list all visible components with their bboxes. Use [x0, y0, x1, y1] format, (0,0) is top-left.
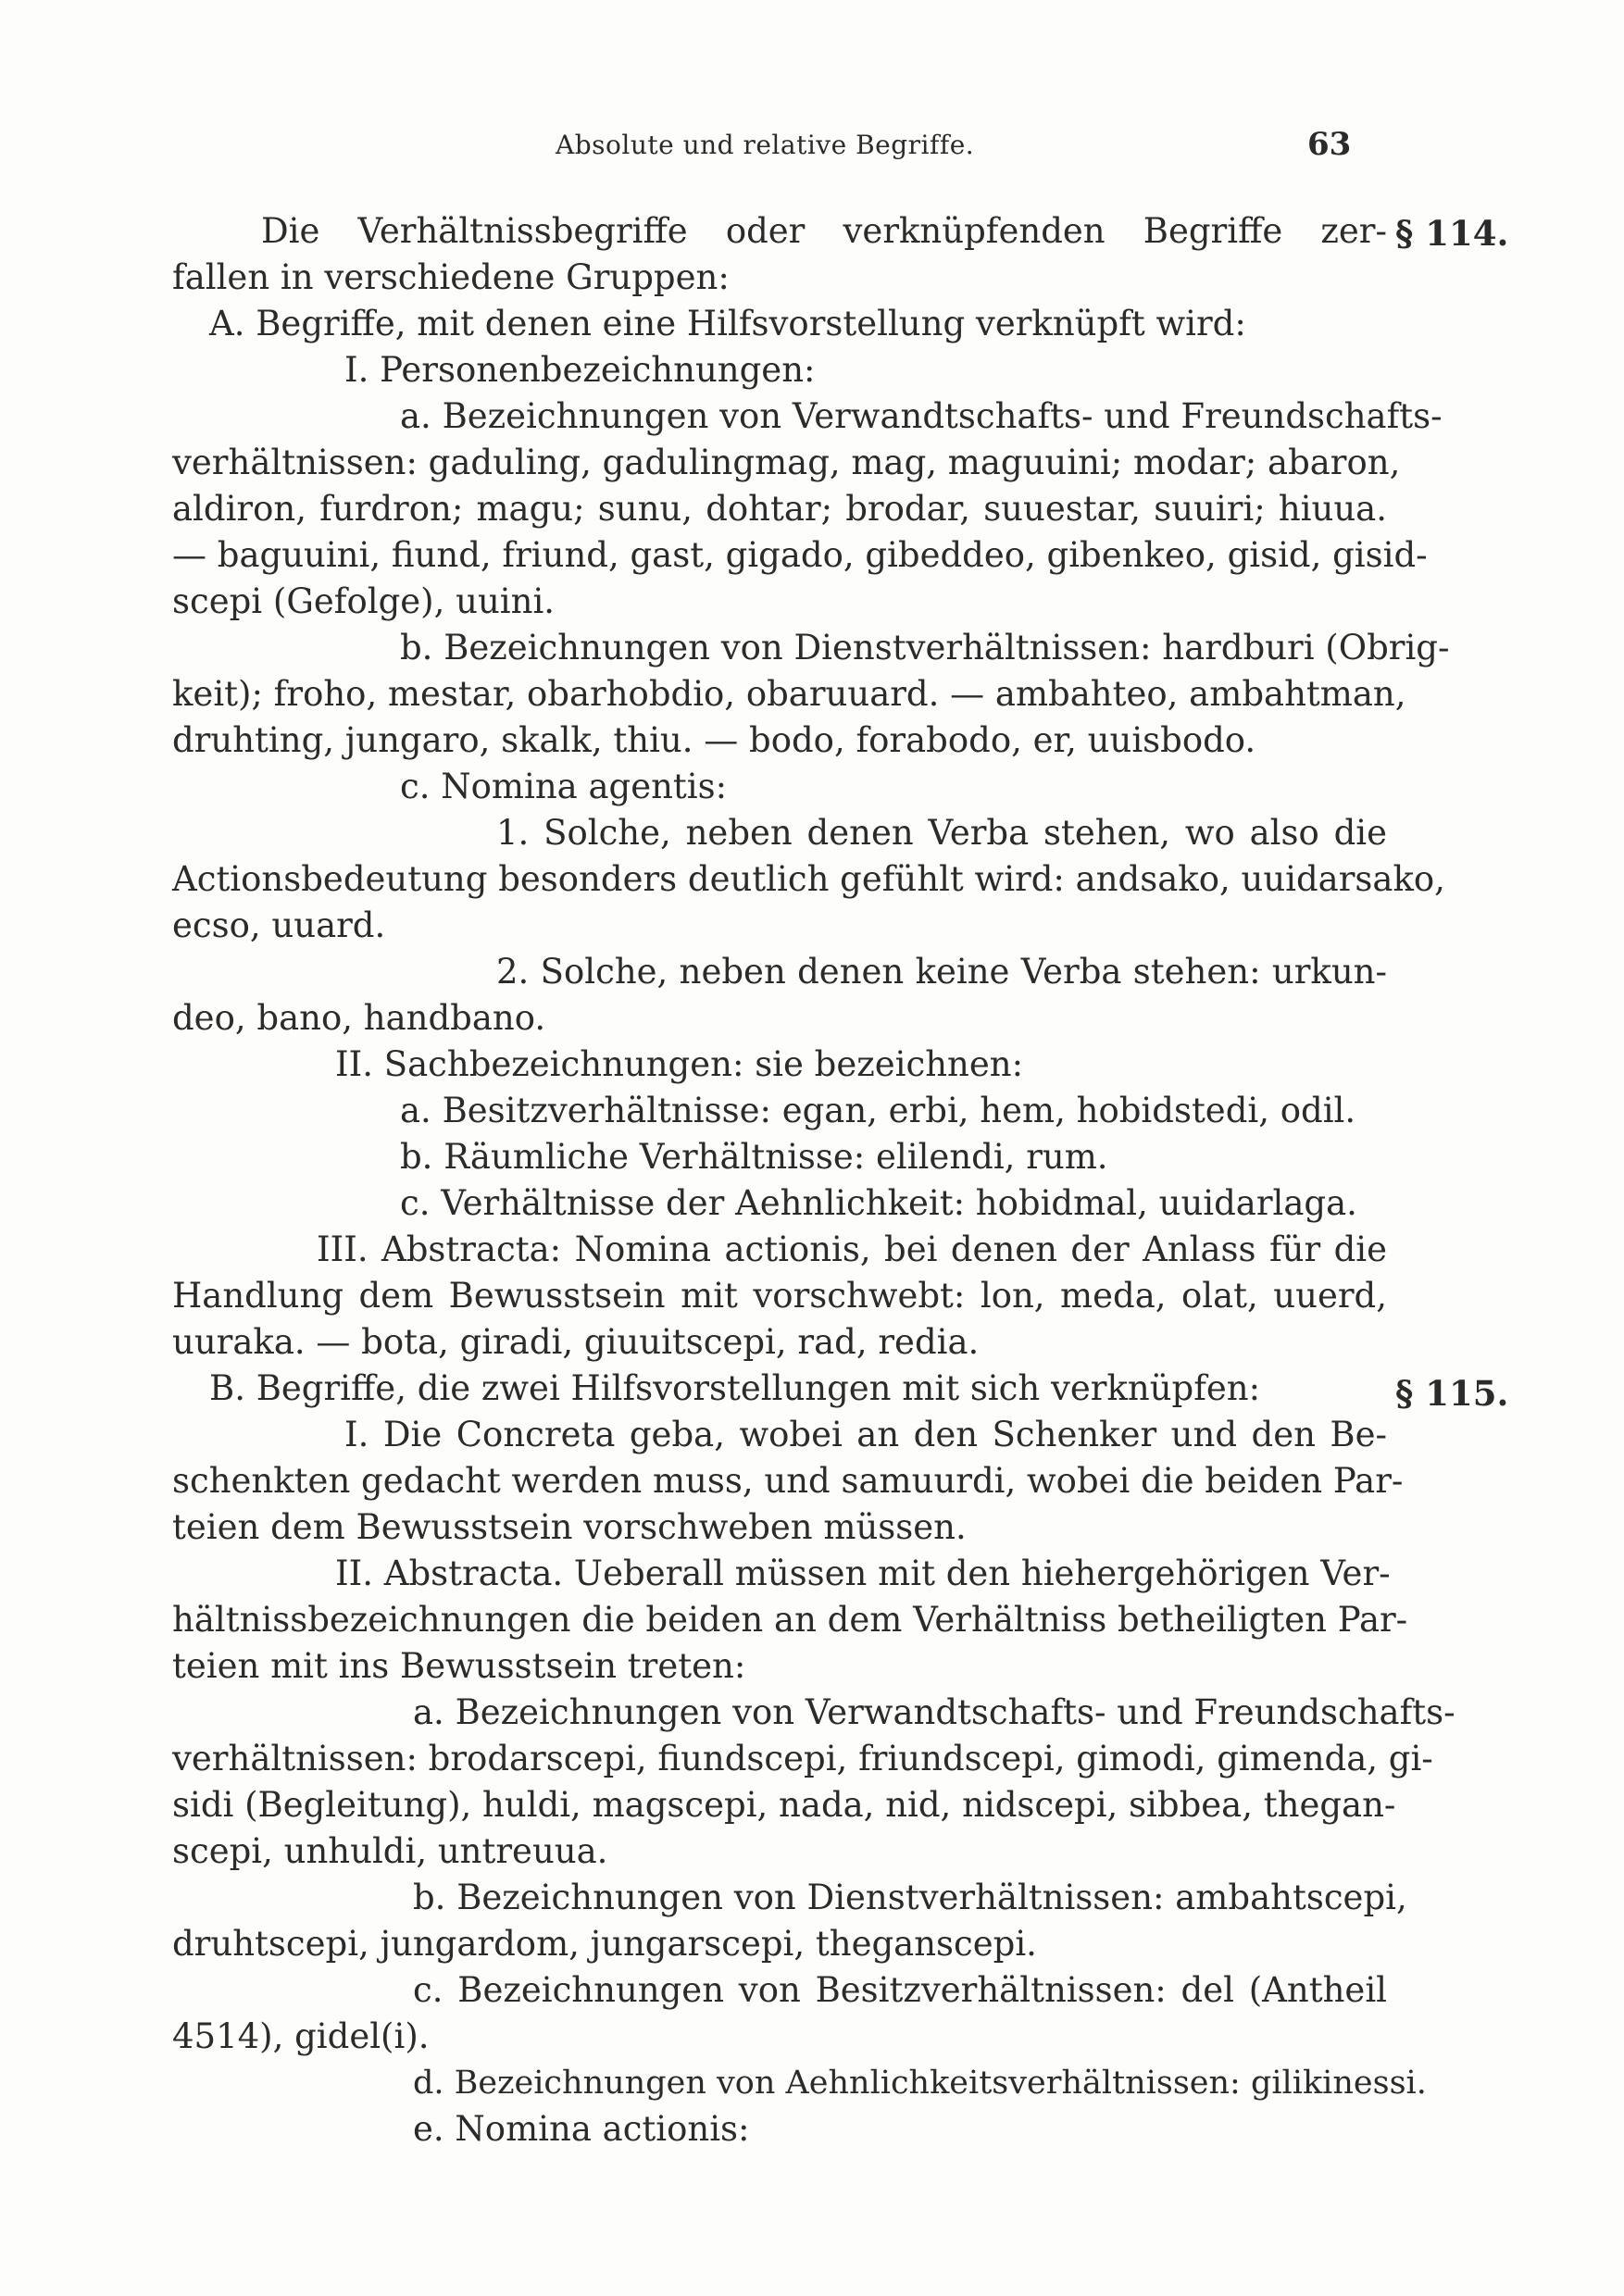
- text-line: aldiron, furdron; magu; sunu, dohtar; brodar, suuestar, suuiri; hiuua.: [172, 489, 1387, 529]
- section-marker-115: § 115.: [1395, 1373, 1509, 1414]
- text-line: b. Bezeichnungen von Dienstverhältnissen: hardburi (Obrig-: [400, 628, 1450, 668]
- text-line: druhtscepi, jungardom, jungarscepi, theganscepi.: [172, 1924, 1037, 1964]
- text-line: teien mit ins Bewusstsein treten:: [172, 1646, 746, 1686]
- section-marker-114: § 114.: [1395, 213, 1509, 254]
- text-line: 1. Solche, neben denen Verba stehen, wo also die: [496, 813, 1387, 853]
- text-line: druhting, jungaro, skalk, thiu. — bodo, forabodo, er, uuisbodo.: [172, 720, 1256, 760]
- text-line: Die Verhältnissbegriffe oder verknüpfenden Begriffe zer-: [261, 211, 1387, 251]
- text-line: Handlung dem Bewusstsein mit vorschwebt: lon, meda, olat, uuerd,: [172, 1276, 1387, 1316]
- text-line: Actionsbedeutung besonders deutlich gefühlt wird: andsako, uuidarsako,: [172, 859, 1445, 899]
- text-line: c. Verhältnisse der Aehnlichkeit: hobidmal, uuidarlaga.: [400, 1183, 1357, 1223]
- text-line: a. Besitzverhältnisse: egan, erbi, hem, hobidstedi, odil.: [400, 1091, 1356, 1130]
- text-line: keit); froho, mestar, obarhobdio, obaruuard. — ambahteo, ambahtman,: [172, 674, 1406, 714]
- text-line: — baguuini, fiund, friund, gast, gigado, gibeddeo, gibenkeo, gisid, gisid-: [172, 535, 1428, 575]
- text-line: uuraka. — bota, giradi, giuuitscepi, rad, redia.: [172, 1322, 980, 1362]
- text-line: B. Begriffe, die zwei Hilfsvorstellungen mit sich verknüpfen:: [209, 1368, 1261, 1408]
- text-line: fallen in verschiedene Gruppen:: [172, 257, 730, 297]
- page-header: [0, 126, 1624, 176]
- text-line: I. Die Concreta geba, wobei an den Schenker und den Be-: [344, 1415, 1387, 1454]
- text-line: a. Bezeichnungen von Verwandtschafts- und Freundschafts-: [400, 396, 1443, 436]
- text-line: e. Nomina actionis:: [413, 2109, 750, 2149]
- text-line: teien dem Bewusstsein vorschweben müssen.: [172, 1507, 967, 1547]
- text-line: hältnissbezeichnungen die beiden an dem Verhältniss betheiligten Par-: [172, 1600, 1408, 1640]
- text-line: ecso, uuard.: [172, 905, 386, 945]
- text-line: II. Sachbezeichnungen: sie bezeichnen:: [335, 1044, 1024, 1084]
- text-line: A. Begriffe, mit denen eine Hilfsvorstellung verknüpft wird:: [209, 304, 1246, 343]
- text-line: III. Abstracta: Nomina actionis, bei denen der Anlass für die: [317, 1229, 1387, 1269]
- text-line: scepi (Gefolge), uuini.: [172, 581, 556, 621]
- text-line: c. Bezeichnungen von Besitzverhältnissen: del (Antheil: [413, 1970, 1387, 2010]
- text-line: c. Nomina agentis:: [400, 767, 728, 806]
- text-line: I. Personenbezeichnungen:: [344, 350, 816, 390]
- text-line: scepi, unhuldi, untreuua.: [172, 1831, 608, 1871]
- text-line: schenkten gedacht werden muss, und samuurdi, wobei die beiden Par-: [172, 1461, 1404, 1501]
- text-line: a. Bezeichnungen von Verwandtschafts- und Freundschafts-: [413, 1692, 1455, 1732]
- text-line: b. Bezeichnungen von Dienstverhältnissen: ambahtscepi,: [413, 1878, 1407, 1917]
- text-line: sidi (Begleitung), huldi, magscepi, nada, nid, nidscepi, sibbea, thegan-: [172, 1785, 1396, 1825]
- text-line: deo, bano, handbano.: [172, 998, 546, 1038]
- text-line: 4514), gidel(i).: [172, 2016, 430, 2056]
- page-number: 63: [1307, 126, 1352, 163]
- running-title: Absolute und relative Begriffe.: [556, 130, 975, 160]
- text-line: 2. Solche, neben denen keine Verba stehen: urkun-: [496, 952, 1387, 992]
- text-line: verhältnissen: gaduling, gadulingmag, mag, maguuini; modar; abaron,: [172, 443, 1401, 482]
- text-line: II. Abstracta. Ueberall müssen mit den hiehergehörigen Ver-: [335, 1554, 1391, 1593]
- text-line: d. Bezeichnungen von Aehnlichkeitsverhältnissen: gilikinessi.: [413, 2065, 1427, 2102]
- text-line: verhältnissen: brodarscepi, fiundscepi, friundscepi, gimodi, gimenda, gi-: [172, 1739, 1433, 1778]
- text-line: b. Räumliche Verhältnisse: elilendi, rum.: [400, 1137, 1108, 1177]
